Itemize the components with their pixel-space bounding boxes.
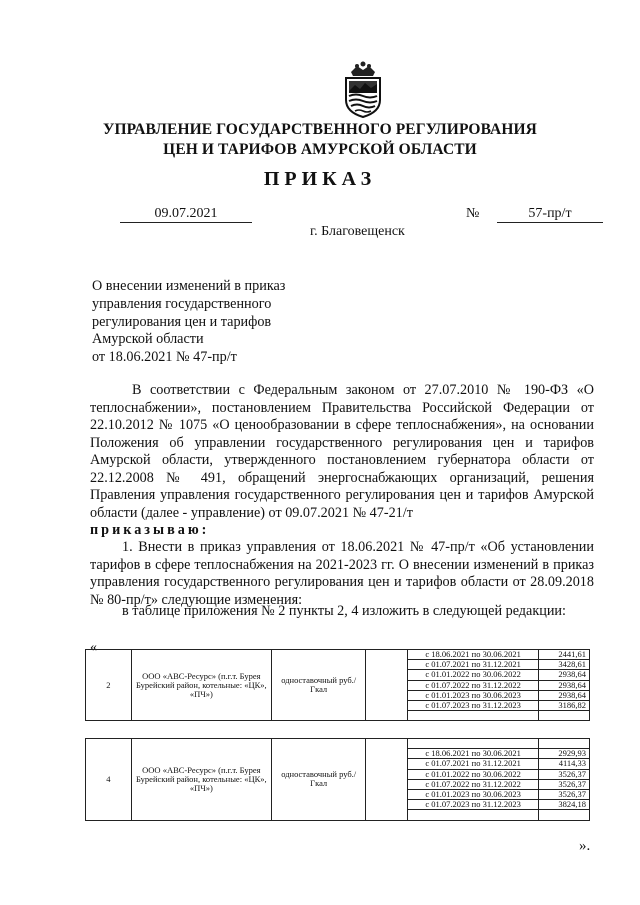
empty-cell (408, 810, 539, 820)
value-cell: 3186,82 (539, 700, 590, 710)
value-cell: 2938,64 (539, 690, 590, 700)
period-cell: с 01.01.2023 по 30.06.2023 (408, 690, 539, 700)
subject-line: от 18.06.2021 № 47-пр/т (92, 349, 237, 366)
table-row (86, 739, 590, 749)
subject-block (92, 278, 285, 367)
order-word: приказываю: (90, 522, 210, 538)
period-cell: с 01.07.2022 по 31.12.2022 (408, 680, 539, 690)
tariff-type-cell: одноставочный руб./Гкал (271, 739, 366, 821)
period-cell: с 01.01.2022 по 30.06.2022 (408, 670, 539, 680)
document-type: ПРИКАЗ (263, 168, 377, 190)
document-number: 57-пр/т (497, 205, 603, 223)
item-1-sub-paragraph: в таблице приложения № 2 пункты 2, 4 изложить в следующей редакции: (122, 603, 566, 619)
row-number: 2 (86, 650, 132, 721)
period-cell: с 01.07.2023 по 31.12.2023 (408, 700, 539, 710)
value-cell: 2938,64 (539, 670, 590, 680)
value-cell: 3526,37 (539, 769, 590, 779)
period-cell: с 18.06.2021 по 30.06.2021 (408, 650, 539, 660)
period-cell: с 01.01.2022 по 30.06.2022 (408, 769, 539, 779)
quote-close: ». (579, 838, 591, 854)
document-date: 09.07.2021 (120, 205, 252, 223)
empty-cell (539, 711, 590, 721)
item-1-paragraph: 1. Внести в приказ управления от 18.06.2021 № 47-пр/т «Об установлении тарифов в сфере теплоснабжения на 2021-2023 гг. О внесении изменений в приказ управления государственного регулирования цен и тарифов области от 28.09.2018 № 80-пр/т» следующие изменения: (90, 539, 594, 608)
value-cell: 3428,61 (539, 660, 590, 670)
value-cell: 2441,61 (539, 650, 590, 660)
tariff-table-item-2 (85, 649, 590, 721)
empty-cell (366, 739, 408, 821)
value-cell: 3526,37 (539, 779, 590, 789)
period-cell: с 01.07.2021 по 31.12.2021 (408, 660, 539, 670)
period-cell: с 18.06.2021 по 30.06.2021 (408, 749, 539, 759)
subject-line: управления государственного (92, 295, 272, 312)
org-title-line1: УПРАВЛЕНИЕ ГОСУДАРСТВЕННОГО РЕГУЛИРОВАНИЯ (103, 121, 537, 138)
empty-cell (366, 650, 408, 721)
organization-cell: ООО «АВС-Ресурс» (п.г.т. Бурея Бурейский район, котельные: «ЦК», «ПЧ») (131, 650, 271, 721)
table-row (86, 650, 590, 660)
tariff-type-cell: одноставочный руб./Гкал (271, 650, 366, 721)
quote-open: « (90, 640, 97, 655)
value-cell: 4114,33 (539, 759, 590, 769)
value-cell: 3526,37 (539, 789, 590, 799)
organization-cell: ООО «АВС-Ресурс» (п.г.т. Бурея Бурейский район, котельные: «ЦК», «ПЧ») (131, 739, 271, 821)
preamble-paragraph: В соответствии с Федеральным законом от 27.07.2010 № 190-ФЗ «О теплоснабжении», постановлением Правительства Российской Федерации от 22.10.2012 № 1075 «О ценообразовании в сфере теплоснабжения», на основании Положения об управлении государственного регулирования цен и тарифов Амурской области, утвержденного постановлением губернатора области от 22.12.2008 № 491, обращений энергоснабжающих организаций, решения Правления управления государственного регулирования цен и тарифов Амурской области (далее - управление) от 09.07.2021 № 47-21/т (90, 382, 594, 521)
row-number: 4 (86, 739, 132, 821)
value-cell: 2929,93 (539, 749, 590, 759)
period-cell: с 01.07.2023 по 31.12.2023 (408, 800, 539, 810)
period-cell: с 01.07.2021 по 31.12.2021 (408, 759, 539, 769)
coat-of-arms-icon (343, 58, 383, 118)
subject-line: регулирования цен и тарифов (92, 313, 272, 330)
city: г. Благовещенск (310, 224, 405, 239)
empty-cell (539, 739, 590, 749)
empty-cell (539, 810, 590, 820)
subject-line: Амурской области (92, 331, 204, 348)
empty-cell (408, 739, 539, 749)
period-cell: с 01.01.2023 по 30.06.2023 (408, 789, 539, 799)
period-cell: с 01.07.2022 по 31.12.2022 (408, 779, 539, 789)
value-cell: 3824,18 (539, 800, 590, 810)
value-cell: 2938,64 (539, 680, 590, 690)
org-title-line2: ЦЕН И ТАРИФОВ АМУРСКОЙ ОБЛАСТИ (163, 141, 477, 158)
tariff-table-item-4 (85, 738, 590, 821)
number-sign: № (466, 206, 480, 221)
subject-line: О внесении изменений в приказ (92, 278, 286, 294)
empty-cell (408, 711, 539, 721)
